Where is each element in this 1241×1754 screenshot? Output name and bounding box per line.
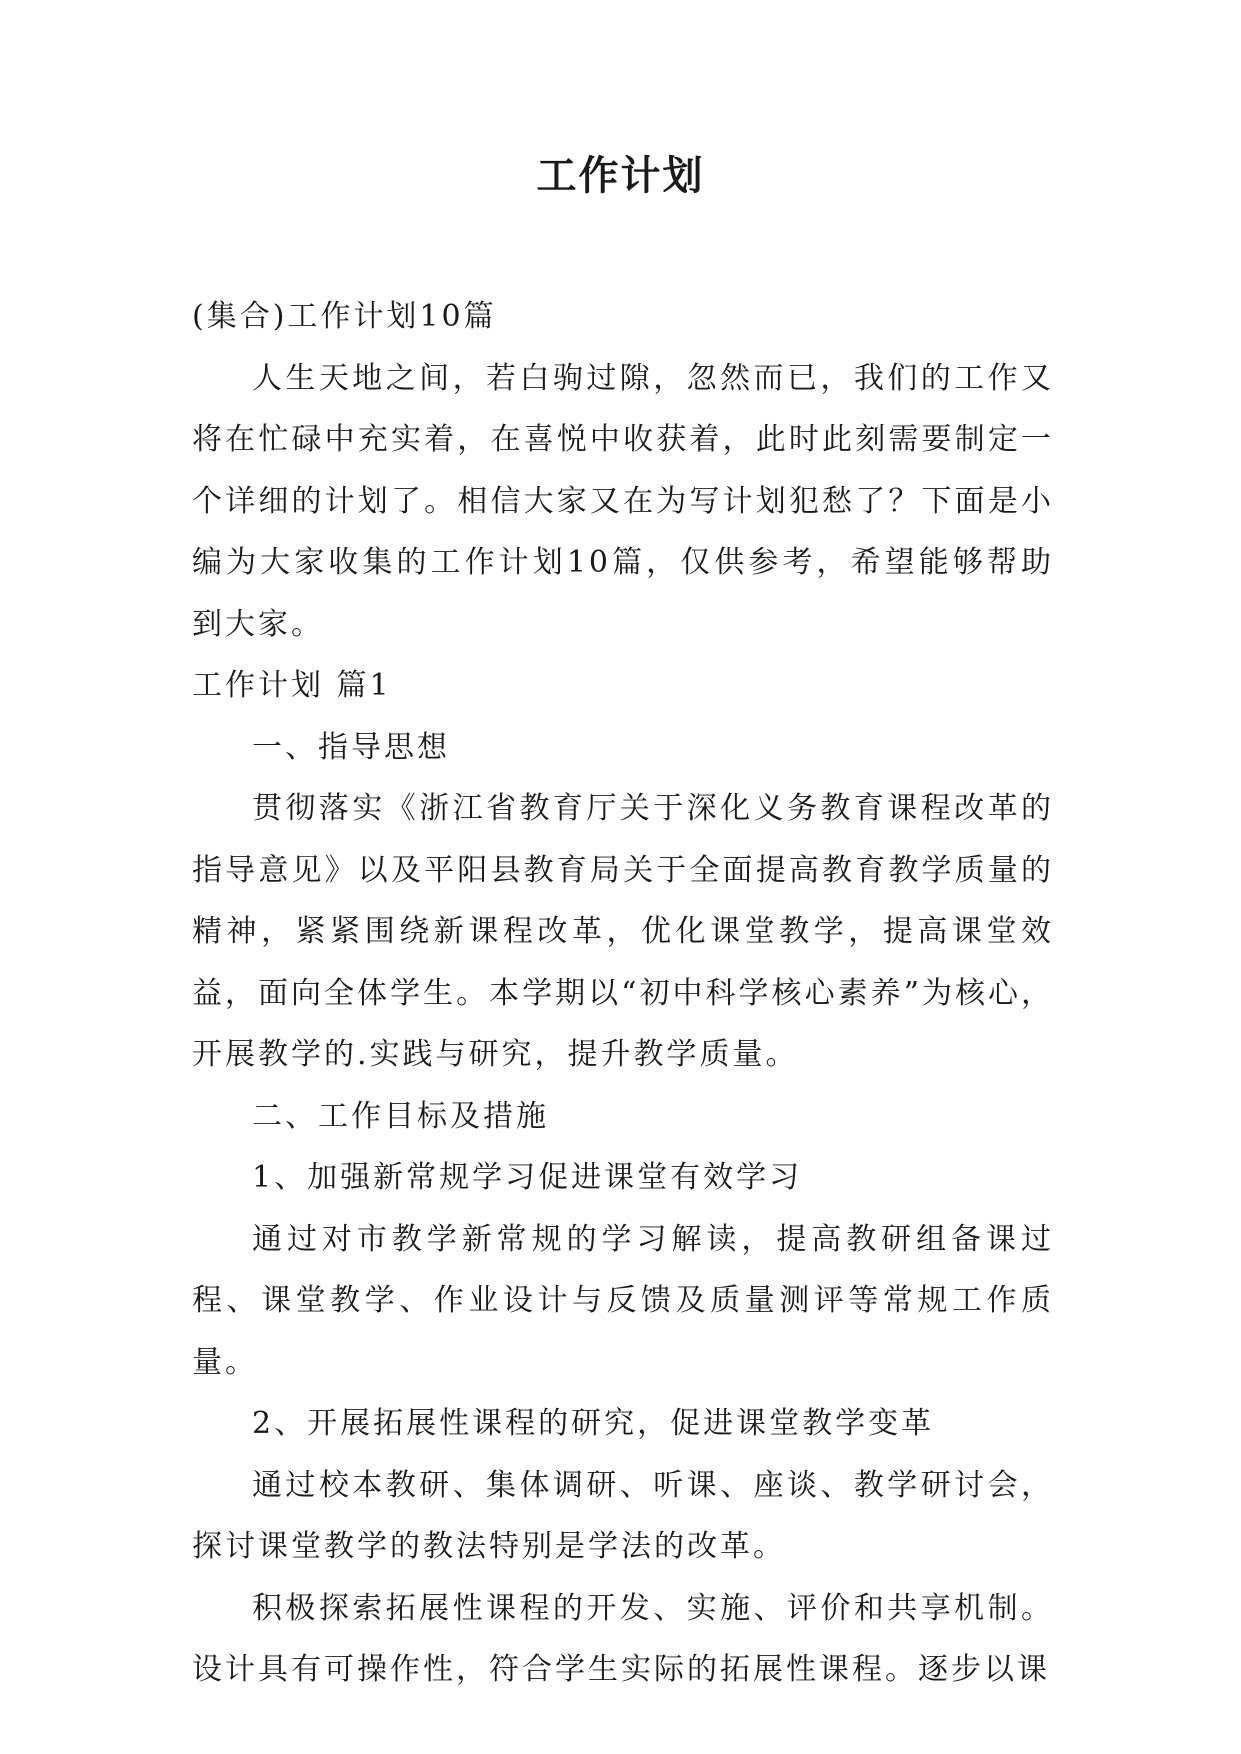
document-body [192, 286, 1054, 1701]
item1-paragraph: 通过对市教学新常规的学习解读，提高教研组备课过程、课堂教学、作业设计与反馈及质量测评等常规工作质量。 [192, 1221, 1054, 1380]
intro-paragraph: 人生天地之间，若白驹过隙，忽然而已，我们的工作又将在忙碌中充实着，在喜悦中收获着，此时此刻需要制定一个详细的计划了。相信大家又在为写计划犯愁了？下面是小编为大家收集的工作计划10篇，仅供参考，希望能够帮助到大家。 [192, 360, 1054, 642]
item2-heading: 2、开展拓展性课程的研究，促进课堂教学变革 [252, 1406, 935, 1441]
item2-paragraph-1: 通过校本教研、集体调研、听课、座谈、教学研讨会，探讨课堂教学的教法特别是学法的改革。 [192, 1467, 1054, 1564]
part1-heading: 一、指导思想 [252, 729, 450, 765]
part1-paragraph: 贯彻落实《浙江省教育厅关于深化义务教育课程改革的指导意见》以及平阳县教育局关于全面提高教育教学质量的精神，紧紧围绕新课程改革，优化课堂教学，提高课堂效益，面向全体学生。本学期以“初中科学核心素养”为核心，开展教学的.实践与研究，提升教学质量。 [192, 791, 1054, 1072]
part2-heading: 二、工作目标及措施 [252, 1098, 549, 1134]
section-heading: 工作计划 篇1 [192, 668, 392, 703]
item2-paragraph-2: 积极探索拓展性课程的开发、实施、评价和共享机制。设计具有可操作性，符合学生实际的拓展性课程。逐步以课 [192, 1590, 1054, 1687]
document-title: 工作计划 [536, 152, 705, 199]
item1-heading: 1、加强新常规学习促进课堂有效学习 [252, 1160, 803, 1195]
document-subtitle: (集合)工作计划10篇 [192, 299, 497, 334]
